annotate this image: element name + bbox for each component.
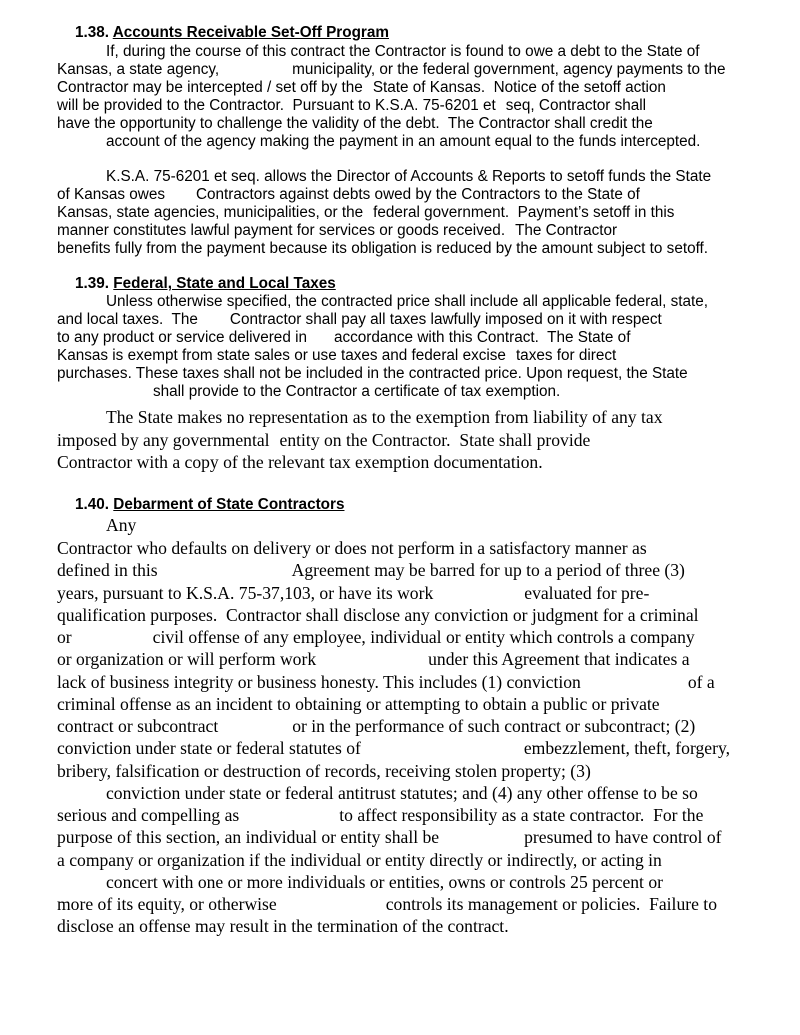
body-text-line (57, 241, 708, 256)
body-text-segment: conviction under state or federal antitrust statutes; and (4) any other offense to be so (106, 783, 698, 803)
section-number: 1.38. (75, 24, 110, 41)
body-text-segment: purchases. These taxes shall not be included in the contracted price. Upon request, the State (57, 365, 688, 382)
body-text-line (57, 674, 715, 692)
section-title: Debarment of State Contractors (113, 496, 345, 513)
body-text-segment: defined in this (57, 560, 158, 580)
body-text-line (106, 785, 698, 803)
body-text-segment: purpose of this section, an individual or entity shall be (57, 827, 440, 847)
body-text-segment: Contractors against debts owed by the Contractors to the State of (196, 186, 640, 203)
body-text-segment: If, during the course of this contract the Contractor is found to owe a debt to the State of (106, 43, 700, 60)
body-text-segment: Contractor who defaults on delivery or does not perform in a satisfactory manner as (57, 538, 647, 558)
section-heading (75, 497, 344, 512)
body-text-line (57, 312, 662, 327)
section-number: 1.40. (75, 496, 110, 513)
body-text-segment: account of the agency making the payment in an amount equal to the funds intercepted. (106, 133, 701, 150)
body-text-segment: entity on the Contractor. State shall provide (279, 430, 591, 450)
body-text-segment: have the opportunity to challenge the validity of the debt. The Contractor shall credit the (57, 115, 653, 132)
body-text-segment: more of its equity, or otherwise (57, 894, 277, 914)
body-text-segment: imposed by any governmental (57, 430, 270, 450)
body-text-segment: Agreement may be barred for up to a period of three (3) (291, 560, 685, 580)
body-text-segment: shall provide to the Contractor a certificate of tax exemption. (153, 383, 561, 400)
body-text-line (57, 116, 653, 131)
body-text-segment: The Contractor (515, 222, 618, 239)
body-text-line (57, 918, 509, 936)
body-text-line (57, 696, 660, 714)
body-text-segment: municipality, or the federal government, agency payments to the (292, 61, 726, 78)
section-number: 1.39. (75, 275, 110, 292)
body-text-segment: years, pursuant to K.S.A. 75-37,103, or have its work (57, 583, 434, 603)
body-text-line (57, 763, 591, 781)
body-text-line (106, 294, 708, 309)
body-text-segment: of a (687, 672, 715, 692)
body-text-segment: contract or subcontract (57, 716, 219, 736)
body-text-segment: Kansas, a state agency, (57, 61, 220, 78)
body-text-segment: federal government. Payment’s setoff in this (373, 204, 675, 221)
body-text-line (57, 740, 730, 758)
body-text-line (57, 585, 649, 603)
body-text-segment: controls its management or policies. Failure to (385, 894, 717, 914)
body-text-segment: disclose an offense may result in the termination of the contract. (57, 916, 509, 936)
section-title: Accounts Receivable Set-Off Program (112, 24, 389, 41)
body-text-line (57, 540, 647, 558)
section-title: Federal, State and Local Taxes (113, 275, 336, 292)
body-text-segment: a company or organization if the individual or entity directly or indirectly, or acting in (57, 850, 662, 870)
section-heading (75, 25, 389, 40)
body-text-line (106, 409, 663, 427)
body-text-segment: Kansas is exempt from state sales or use taxes and federal excise (57, 347, 506, 364)
body-text-line (106, 134, 700, 149)
body-text-line (57, 348, 616, 363)
section-heading (75, 276, 336, 291)
body-text-line (106, 874, 663, 892)
body-text-line (57, 718, 695, 736)
body-text-line (57, 651, 690, 669)
body-text-line (106, 517, 136, 535)
body-text-line (57, 807, 703, 825)
body-text-segment: benefits fully from the payment because its obligation is reduced by the amount subject to setoff. (57, 240, 709, 257)
body-text-segment: The State makes no representation as to the exemption from liability of any tax (106, 407, 663, 427)
body-text-segment: under this Agreement that indicates a (428, 649, 690, 669)
body-text-line (57, 829, 722, 847)
body-text-segment: Unless otherwise specified, the contracted price shall include all applicable federal, state, (106, 293, 709, 310)
body-text-segment: concert with one or more individuals or entities, owns or controls 25 percent or (106, 872, 663, 892)
body-text-segment: State of Kansas. Notice of the setoff action (372, 79, 666, 96)
body-text-line (57, 896, 717, 914)
body-text-segment: accordance with this Contract. The State of (333, 329, 631, 346)
body-text-line (57, 205, 674, 220)
body-text-line (57, 80, 666, 95)
body-text-segment: to affect responsibility as a state contractor. For the (339, 805, 704, 825)
body-text-segment: or organization or will perform work (57, 649, 317, 669)
body-text-segment: Contractor may be intercepted / set off by the (57, 79, 363, 96)
body-text-segment: lack of business integrity or business honesty. This includes (1) conviction (57, 672, 581, 692)
body-text-line (57, 98, 646, 113)
body-text-line (57, 607, 699, 625)
body-text-segment: will be provided to the Contractor. Pursuant to K.S.A. 75-6201 et (57, 97, 496, 114)
body-text-segment: taxes for direct (515, 347, 617, 364)
body-text-segment: criminal offense as an incident to obtaining or attempting to obtain a public or private (57, 694, 660, 714)
body-text-segment: and local taxes. The (57, 311, 198, 328)
body-text-segment: bribery, falsification or destruction of records, receiving stolen property; (3) (57, 761, 591, 781)
body-text-segment: or (57, 627, 72, 647)
body-text-segment: embezzlement, theft, forgery, (523, 738, 731, 758)
body-text-segment: seq, Contractor shall (505, 97, 647, 114)
body-text-line (57, 562, 685, 580)
body-text-line (57, 366, 688, 381)
body-text-line (57, 852, 662, 870)
body-text-line (106, 44, 700, 59)
body-text-segment: or in the performance of such contract or subcontract; (2) (292, 716, 696, 736)
body-text-line (57, 629, 695, 647)
body-text-segment: Any (106, 515, 137, 535)
body-text-segment: Kansas, state agencies, municipalities, or the (57, 204, 364, 221)
body-text-segment: of Kansas owes (57, 186, 165, 203)
body-text-segment: civil offense of any employee, individual or entity which controls a company (152, 627, 695, 647)
body-text-line (153, 384, 560, 399)
body-text-segment: conviction under state or federal statutes of (57, 738, 361, 758)
body-text-segment: manner constitutes lawful payment for services or goods received. (57, 222, 506, 239)
body-text-segment: Contractor shall pay all taxes lawfully imposed on it with respect (229, 311, 662, 328)
body-text-segment: K.S.A. 75-6201 et seq. allows the Director of Accounts & Reports to setoff funds the State (106, 168, 712, 185)
body-text-line (106, 169, 711, 184)
body-text-segment: serious and compelling as (57, 805, 240, 825)
body-text-line (57, 223, 617, 238)
body-text-line (57, 432, 590, 450)
body-text-segment: qualification purposes. Contractor shall disclose any conviction or judgment for a criminal (57, 605, 699, 625)
body-text-line (57, 330, 630, 345)
body-text-segment: presumed to have control of (524, 827, 722, 847)
body-text-line (57, 62, 726, 77)
body-text-segment: Contractor with a copy of the relevant tax exemption documentation. (57, 452, 543, 472)
body-text-segment: evaluated for pre- (524, 583, 650, 603)
body-text-line (57, 187, 640, 202)
body-text-segment: to any product or service delivered in (57, 329, 307, 346)
body-text-line (57, 454, 543, 472)
